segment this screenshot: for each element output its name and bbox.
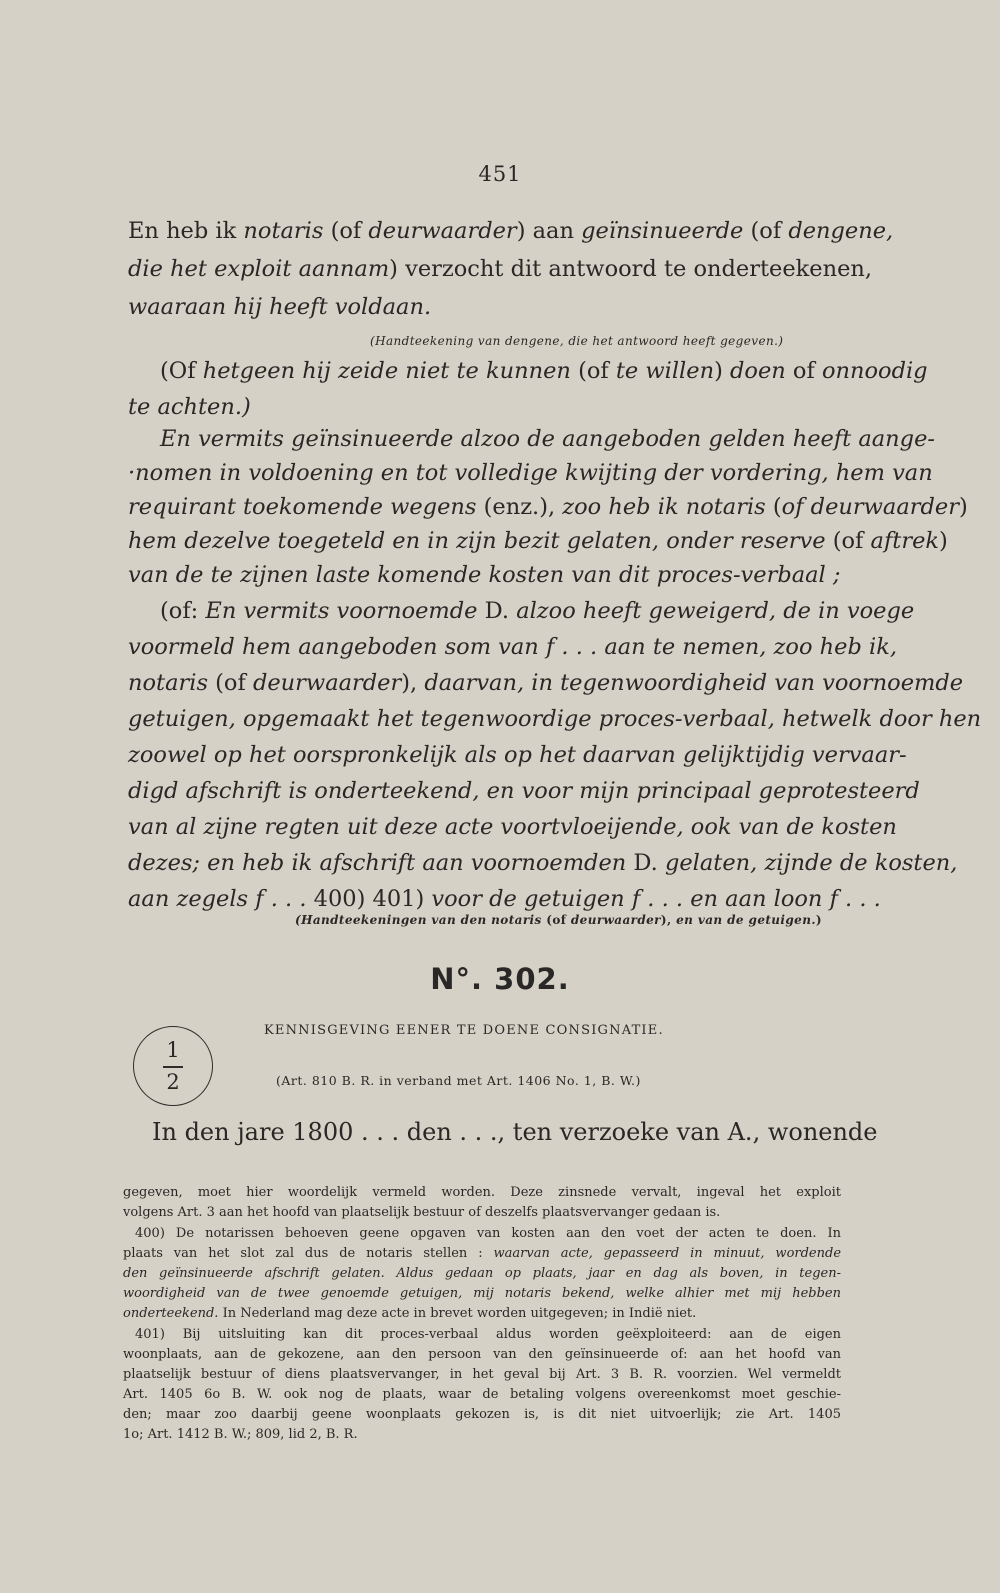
text-line: (Of hetgeen hij zeide niet te kunnen (of te willen) doen of onnoodig <box>160 358 928 384</box>
footnote-line: volgens Art. 3 aan het hoofd van plaatselijk bestuur of deszelfs plaatsvervanger gedaan is. <box>123 1205 721 1220</box>
text-line: dezes; en heb ik afschrift aan voornoemden D. gelaten, zijnde de kosten, <box>128 850 958 876</box>
text-line: digd afschrift is onderteekend, en voor mijn principaal geprotesteerd <box>128 778 920 804</box>
text-line: van de te zijnen laste komende kosten van dit proces-verbaal ; <box>128 562 841 588</box>
text-line: zoowel op het oorspronkelijk als op het daarvan gelijktijdig vervaar- <box>128 742 907 768</box>
text-line: hem dezelve toegeteld en in zijn bezit gelaten, onder reserve (of aftrek) <box>128 528 948 554</box>
text-line: getuigen, opgemaakt het tegenwoordige proces-verbaal, hetwelk door hen <box>128 706 982 732</box>
opening-line: In den jare 1800 . . . den . . ., ten verzoeke van A., wonende <box>152 1118 878 1146</box>
badge-denominator: 2 <box>166 1070 180 1094</box>
text-line: (of: En vermits voornoemde D. alzoo heeft geweigerd, de in voege <box>160 598 915 624</box>
footnote-line: plaats van het slot zal dus de notaris stellen : waarvan acte, gepasseerd in minuut, wordende <box>123 1246 842 1261</box>
footnote-line: 1o; Art. 1412 B. W.; 809, lid 2, B. R. <box>123 1427 358 1442</box>
text-line: En heb ik notaris (of deurwaarder) aan geïnsinueerde (of dengene, <box>128 218 894 244</box>
footnote-line: 400) De notarissen behoeven geene opgaven van kosten aan den voet der acten te doen. In <box>135 1226 841 1241</box>
footnote-line: gegeven, moet hier woordelijk vermeld worden. Deze zinsnede vervalt, ingeval het exploit <box>123 1185 841 1200</box>
text-line: die het exploit aannam) verzocht dit antwoord te onderteekenen, <box>128 256 873 282</box>
text-line: ·nomen in voldoening en tot volledige kwijting der vordering, hem van <box>128 460 933 486</box>
text-line: van al zijne regten uit deze acte voortvloeijende, ook van de kosten <box>128 814 897 840</box>
page-number: 451 <box>478 162 522 186</box>
form-number-heading: N°. 302. <box>430 962 570 996</box>
footnote-line: 401) Bij uitsluiting kan dit proces-verbaal aldus worden geëxploiteerd: aan de eigen <box>135 1327 841 1342</box>
footnote-line: woonplaats, aan de gekozene, aan den persoon van den geïnsinueerde of: aan het hoofd van <box>123 1347 841 1362</box>
text-line: En vermits geïnsinueerde alzoo de aangeboden gelden heeft aange- <box>160 426 935 452</box>
text-line: waaraan hij heeft voldaan. <box>128 294 432 320</box>
fraction-badge <box>133 1026 213 1106</box>
text-line: requirant toekomende wegens (enz.), zoo heb ik notaris (of deurwaarder) <box>128 494 968 520</box>
section-title: KENNISGEVING EENER TE DOENE CONSIGNATIE. <box>264 1023 664 1038</box>
footnote-line: onderteekend. In Nederland mag deze acte in brevet worden uitgegeven; in Indië niet. <box>123 1306 697 1321</box>
section-reference: (Art. 810 B. R. in verband met Art. 1406 No. 1, B. W.) <box>276 1073 641 1088</box>
footnote-line: plaatselijk bestuur of diens plaatsvervanger, in het geval bij Art. 3 B. R. voorzien. Wel vermeldt <box>123 1367 841 1382</box>
text-line: voormeld hem aangeboden som van f . . . aan te nemen, zoo heb ik, <box>128 634 898 660</box>
signatures-caption: (Handteekeningen van den notaris (of deurwaarder), en van de getuigen.) <box>295 913 822 927</box>
footnote-line: Art. 1405 6o B. W. ook nog de plaats, waar de betaling volgens overeenkomst moet geschie- <box>123 1387 841 1402</box>
text-line: te achten.) <box>128 394 251 420</box>
footnote-line: den geïnsinueerde afschrift gelaten. Aldus gedaan op plaats, jaar en dag als boven, in tegen- <box>123 1266 841 1281</box>
text-line: notaris (of deurwaarder), daarvan, in tegenwoordigheid van voornoemde <box>128 670 964 696</box>
signature-caption: (Handteekening van dengene, die het antwoord heeft gegeven.) <box>370 334 784 348</box>
footnote-line: den; maar zoo daarbij geene woonplaats gekozen is, is dit niet uitvoerlijk; zie Art. 1405 <box>123 1407 841 1422</box>
text-line: aan zegels f . . . 400) 401) voor de getuigen f . . . en aan loon f . . . <box>128 886 881 912</box>
footnote-line: woordigheid van de twee genoemde getuigen, mij notaris bekend, welke alhier met mij hebben <box>123 1286 841 1301</box>
badge-fraction-bar <box>163 1066 183 1068</box>
badge-numerator: 1 <box>166 1038 180 1062</box>
